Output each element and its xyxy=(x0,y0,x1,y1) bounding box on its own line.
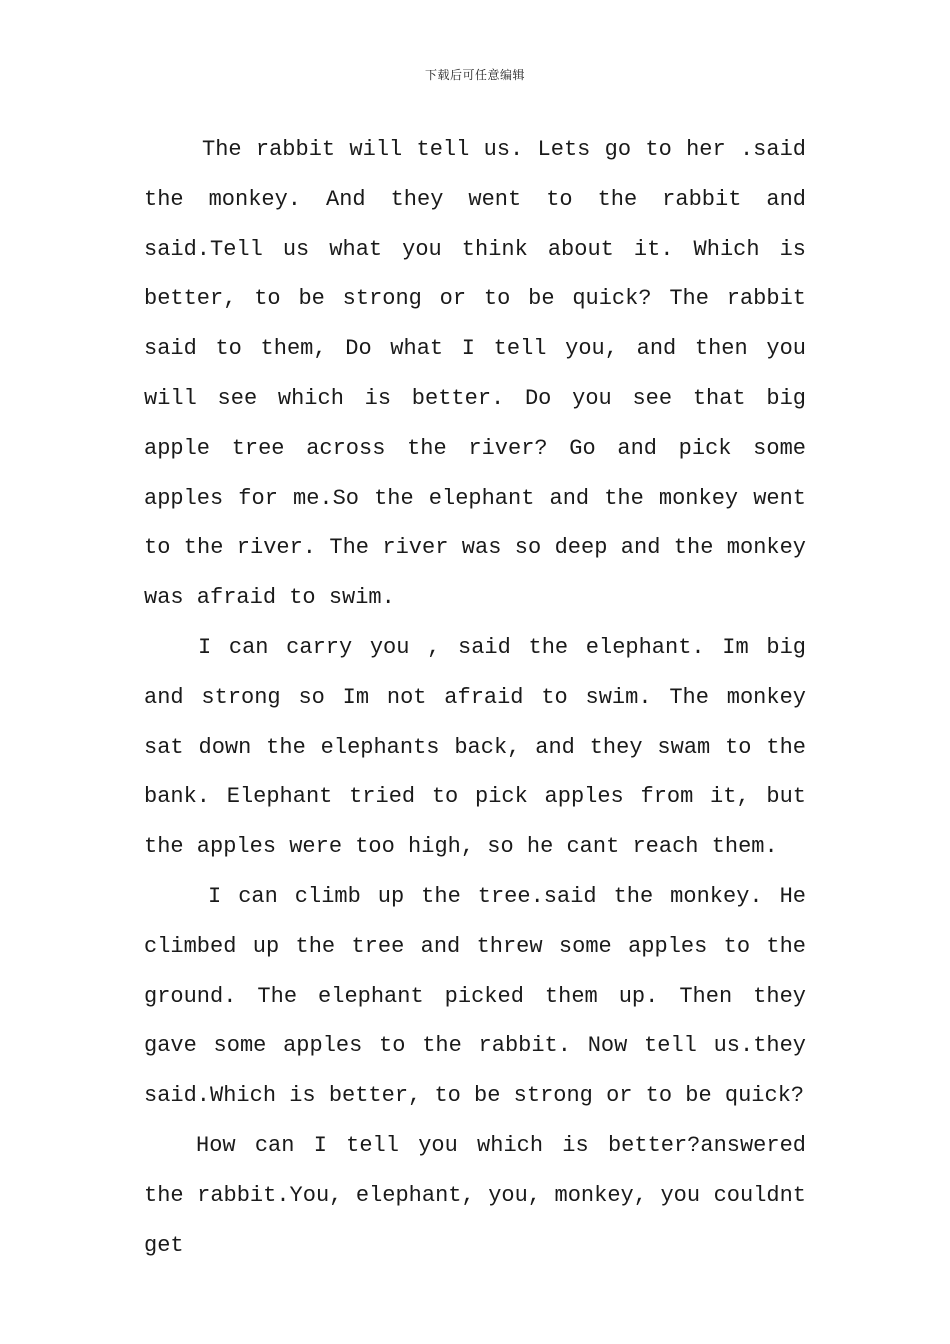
paragraph-4: How can I tell you which is better?answered the rabbit.You, elephant, you, monkey, you couldnt get xyxy=(144,1132,806,1258)
page-header: 下载后可任意编辑 xyxy=(424,68,525,82)
paragraph-1: The rabbit will tell us. Lets go to her .said the monkey. And they went to the rabbit and said.Tell us what you think about it. Which is better, to be strong or to be quick? The rabbit said to them, Do what I tell you, and then you will see which is better. Do you see that big apple tree across the river? Go and pick some apples for me.So the elephant and the monkey went to the river. The river was so deep and the monkey was afraid to swim. xyxy=(144,137,806,611)
paragraph-3: I can climb up the tree.said the monkey. He climbed up the tree and threw some apples to the ground. The elephant picked them up. Then they gave some apples to the rabbit. Now tell us.they said.Which is better, to be strong or to be quick? xyxy=(144,883,806,1109)
document-body xyxy=(144,125,806,1270)
paragraph-2: I can carry you , said the elephant. Im big and strong so Im not afraid to swim. The monkey sat down the elephants back, and they swam to the bank. Elephant tried to pick apples from it, but the apples were too high, so he cant reach them. xyxy=(144,634,806,860)
